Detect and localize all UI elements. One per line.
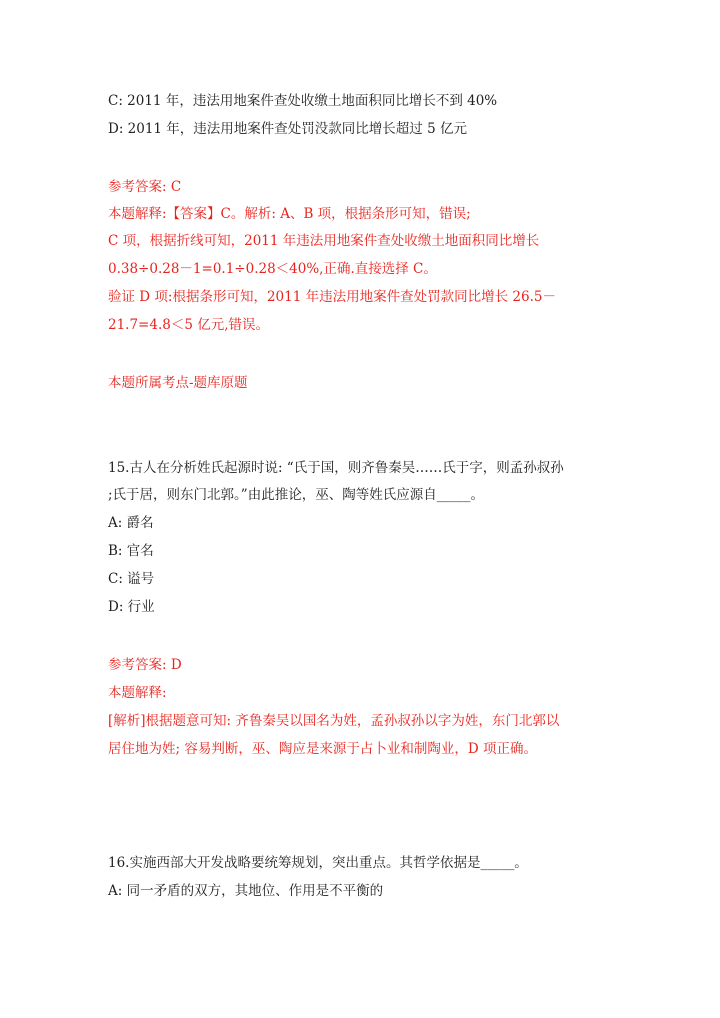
q16-question: 16.实施西部大开发战略要统筹规划，突出重点。其哲学依据是_____。 — [108, 855, 528, 871]
q14-option-c: C: 2011 年，违法用地案件查处收缴土地面积同比增长不到 40% — [108, 93, 498, 109]
q14-explanation-line: 21.7=4.8＜5 亿元,错误。 — [108, 317, 270, 333]
q15-option-b: B: 官名 — [108, 543, 154, 559]
q15-explanation-label: 本题解释: — [108, 685, 167, 701]
q15-question-line: ;氏于居，则东门北郭。”由此推论，巫、陶等姓氏应源自_____。 — [108, 487, 484, 503]
q15-option-a: A: 爵名 — [108, 515, 154, 531]
q14-answer: 参考答案: C — [108, 179, 182, 195]
q14-source: 本题所属考点-题库原题 — [108, 375, 248, 391]
q14-option-d: D: 2011 年，违法用地案件查处罚没款同比增长超过 5 亿元 — [108, 121, 467, 137]
q14-explanation-line: 0.38÷0.28－1=0.1÷0.28＜40%,正确.直接选择 C。 — [108, 261, 437, 277]
q15-question-line: 15.古人在分析姓氏起源时说: “氏于国，则齐鲁秦吴……氏于字，则孟孙叔孙 — [108, 460, 564, 476]
q14-explanation-line: 验证 D 项:根据条形可知，2011 年违法用地案件查处罚款同比增长 26.5－ — [108, 289, 556, 305]
q15-option-c: C: 谥号 — [108, 571, 155, 587]
q16-option-a: A: 同一矛盾的双方，其地位、作用是不平衡的 — [108, 883, 384, 899]
q14-explanation-line: 本题解释:【答案】C。解析: A、B 项，根据条形可知，错误; — [108, 206, 471, 222]
q15-explanation-line: 居住地为姓; 容易判断，巫、陶应是来源于占卜业和制陶业，D 项正确。 — [108, 741, 537, 757]
q14-explanation-line: C 项，根据折线可知，2011 年违法用地案件查处收缴土地面积同比增长 — [108, 233, 540, 249]
q15-option-d: D: 行业 — [108, 599, 155, 615]
q15-answer: 参考答案: D — [108, 657, 182, 673]
q15-explanation-line: [解析]根据题意可知: 齐鲁秦吴以国名为姓，孟孙叔孙以字为姓，东门北郭以 — [108, 713, 560, 729]
